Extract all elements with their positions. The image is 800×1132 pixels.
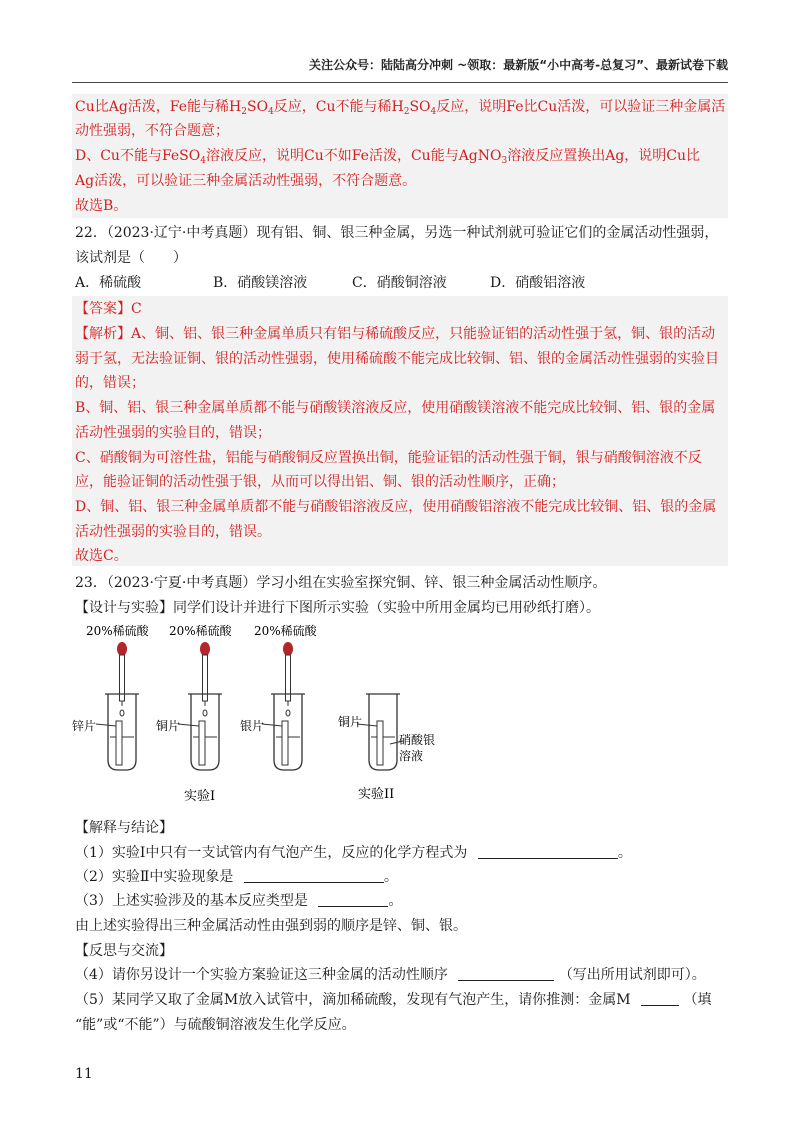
- header-rule: [72, 82, 728, 83]
- q22-analysis-8: D、铜、铝、银三种金属单质都不能与硝酸铝溶液反应，使用硝酸铝溶液不能完成比较铜、铝、银的金属: [75, 499, 717, 515]
- q22-option-c: C．硝酸铜溶液: [352, 275, 447, 291]
- q23-part-5-text: （5）某同学又取了金属M放入试管中，滴加稀硫酸，发现有气泡产生，请你推测：金属M: [75, 992, 631, 1008]
- q22-option-d: D．硝酸铝溶液: [490, 275, 586, 291]
- subscript: 4: [430, 107, 437, 117]
- page-number: 11: [75, 1066, 93, 1082]
- experiment-1-caption: 实验I: [184, 789, 216, 804]
- q23-part-1: [75, 843, 632, 863]
- metal-label-2: 铜片: [156, 719, 181, 733]
- q23-part-5-blank[interactable]: [641, 991, 679, 1006]
- q23-part-3-text: （3）上述实验涉及的基本反应类型是: [75, 893, 308, 909]
- dropper-2: [200, 642, 210, 716]
- q23-part-3-blank[interactable]: [318, 892, 388, 907]
- q22-analysis-4: B、铜、铝、银三种金属单质都不能与硝酸镁溶液反应，使用硝酸镁溶液不能完成比较铜、铝、银的金属: [75, 400, 716, 416]
- t4-metal-label: 铜片: [338, 715, 363, 729]
- t4-solution-label-1: 硝酸银: [399, 733, 436, 747]
- q23-part-5-end: （填: [683, 992, 712, 1008]
- t4-solution-label-2: 溶液: [399, 749, 424, 763]
- q23-part-2-text: （2）实验Ⅱ中实验现象是: [75, 869, 234, 885]
- test-tube-2: [178, 694, 222, 770]
- q22-analysis-2: 弱于氢，无法验证铜、银的活动性强弱，使用稀硫酸不能完成比较铜、铝、银的金属活动性强弱的实验目: [75, 351, 719, 367]
- q22-option-a: A．稀硫酸: [75, 275, 142, 291]
- subscript: 2: [241, 107, 247, 117]
- q23-part-1-text: （1）实验Ⅰ中只有一支试管内有气泡产生，反应的化学方程式为: [75, 845, 468, 861]
- prev-answer-line: 故选B。: [75, 198, 128, 214]
- q23-part-3-end: 。: [388, 893, 403, 909]
- q23-part-4-blank[interactable]: [458, 966, 554, 981]
- q22-answer: 【答案】C: [75, 301, 142, 317]
- q22-analysis-7: 应，能验证铜的活动性强于银，从而可以得出铝、铜、银的活动性顺序，正确；: [75, 474, 565, 490]
- q23-part-3: [75, 891, 402, 911]
- q23-design: 【设计与实验】同学们设计并进行下图所示实验（实验中所用金属均已用砂纸打磨）。: [75, 600, 600, 616]
- q23-part-1-blank[interactable]: [478, 844, 618, 859]
- q22-analysis-6: C、硝酸铜为可溶性盐，铝能与硝酸铜反应置换出铜，能验证铝的活动性强于铜，银与硝酸铜溶液不反: [75, 450, 702, 466]
- subscript: 4: [200, 156, 206, 166]
- page-header: 关注公众号：陆陆高分冲刺 ~领取：最新版“小中高考-总复习”、最新试卷下载: [309, 58, 728, 72]
- q22-stem-1: 22．（2023·辽宁·中考真题）现有铝、铜、银三种金属，另选一种试剂就可验证它们的金属活动性强弱，: [75, 225, 719, 241]
- reflect-title: 【反思与交流】: [75, 943, 173, 959]
- acid-label-1: 20%稀硫酸: [86, 624, 149, 638]
- test-tube-4: [357, 694, 403, 770]
- q23-part-2: [75, 867, 398, 887]
- subscript: 2: [403, 107, 410, 117]
- q22-analysis-5: 活动性强弱的实验目的，错误；: [75, 425, 271, 441]
- experiment-figure: [72, 620, 452, 805]
- prev-analysis-line-1: Cu比Ag活泼，Fe能与稀$H_2SO_4$反应，Cu不能与稀$H_2SO_4$反应，说明Fe比Cu活泼，可以验证三种金属活: [75, 99, 726, 117]
- subscript: 4: [268, 107, 274, 117]
- subscript: 3: [501, 156, 508, 166]
- q23-part-4-text: （4）请你另设计一个实验方案验证这三种金属的活动性顺序: [75, 967, 448, 983]
- q22-stem-2: 该试剂是（ ）: [75, 250, 187, 266]
- acid-label-2: 20%稀硫酸: [169, 624, 232, 638]
- q22-option-b: B．硝酸镁溶液: [213, 275, 308, 291]
- acid-label-3: 20%稀硫酸: [254, 624, 317, 638]
- test-tube-3: [262, 694, 305, 770]
- q22-analysis-9: 活动性强弱的实验目的，错误。: [75, 524, 271, 540]
- test-tube-1: [96, 694, 139, 770]
- q23-part-2-blank[interactable]: [244, 868, 384, 883]
- experiment-2-caption: 实验II: [358, 787, 395, 802]
- q23-part-4: [75, 965, 706, 985]
- q23-part-1-end: 。: [617, 845, 632, 861]
- q22-analysis-3: 的，错误；: [75, 375, 145, 391]
- q23-conclusion: 由上述实验得出三种金属活动性由强到弱的顺序是锌、铜、银。: [75, 918, 467, 934]
- dropper-1: [117, 642, 127, 716]
- prev-analysis-line-4: Ag活泼，可以验证三种金属活动性强弱，不符合题意。: [75, 173, 417, 189]
- q23-part-4-end: （写出所用试剂即可）。: [558, 967, 706, 983]
- q23-part-5-line-2: “能”或“不能”）与硫酸铜溶液发生化学反应。: [75, 1017, 356, 1033]
- dropper-3: [283, 642, 293, 716]
- prev-analysis-line-3: D、Cu不能与FeSO$_4$溶液反应，说明Cu不如Fe活泼，Cu能与AgNO$_3$溶液反应置换出Ag，说明Cu比: [75, 148, 701, 166]
- metal-label-1: 锌片: [72, 719, 97, 733]
- prev-analysis-line-2: 动性强弱，不符合题意；: [75, 123, 229, 139]
- q22-analysis-10: 故选C。: [75, 548, 128, 564]
- q22-analysis-1: 【解析】A、铜、铝、银三种金属单质只有铝与稀硫酸反应，只能验证铝的活动性强于氢，铜、银的活动: [75, 326, 716, 342]
- explain-title: 【解释与结论】: [75, 820, 173, 836]
- q23-stem: 23．（2023·宁夏·中考真题）学习小组在实验室探究铜、锌、银三种金属活动性顺序。: [75, 575, 607, 591]
- q23-part-5: [75, 990, 711, 1010]
- q23-part-2-end: 。: [383, 869, 398, 885]
- metal-label-3: 银片: [240, 719, 265, 733]
